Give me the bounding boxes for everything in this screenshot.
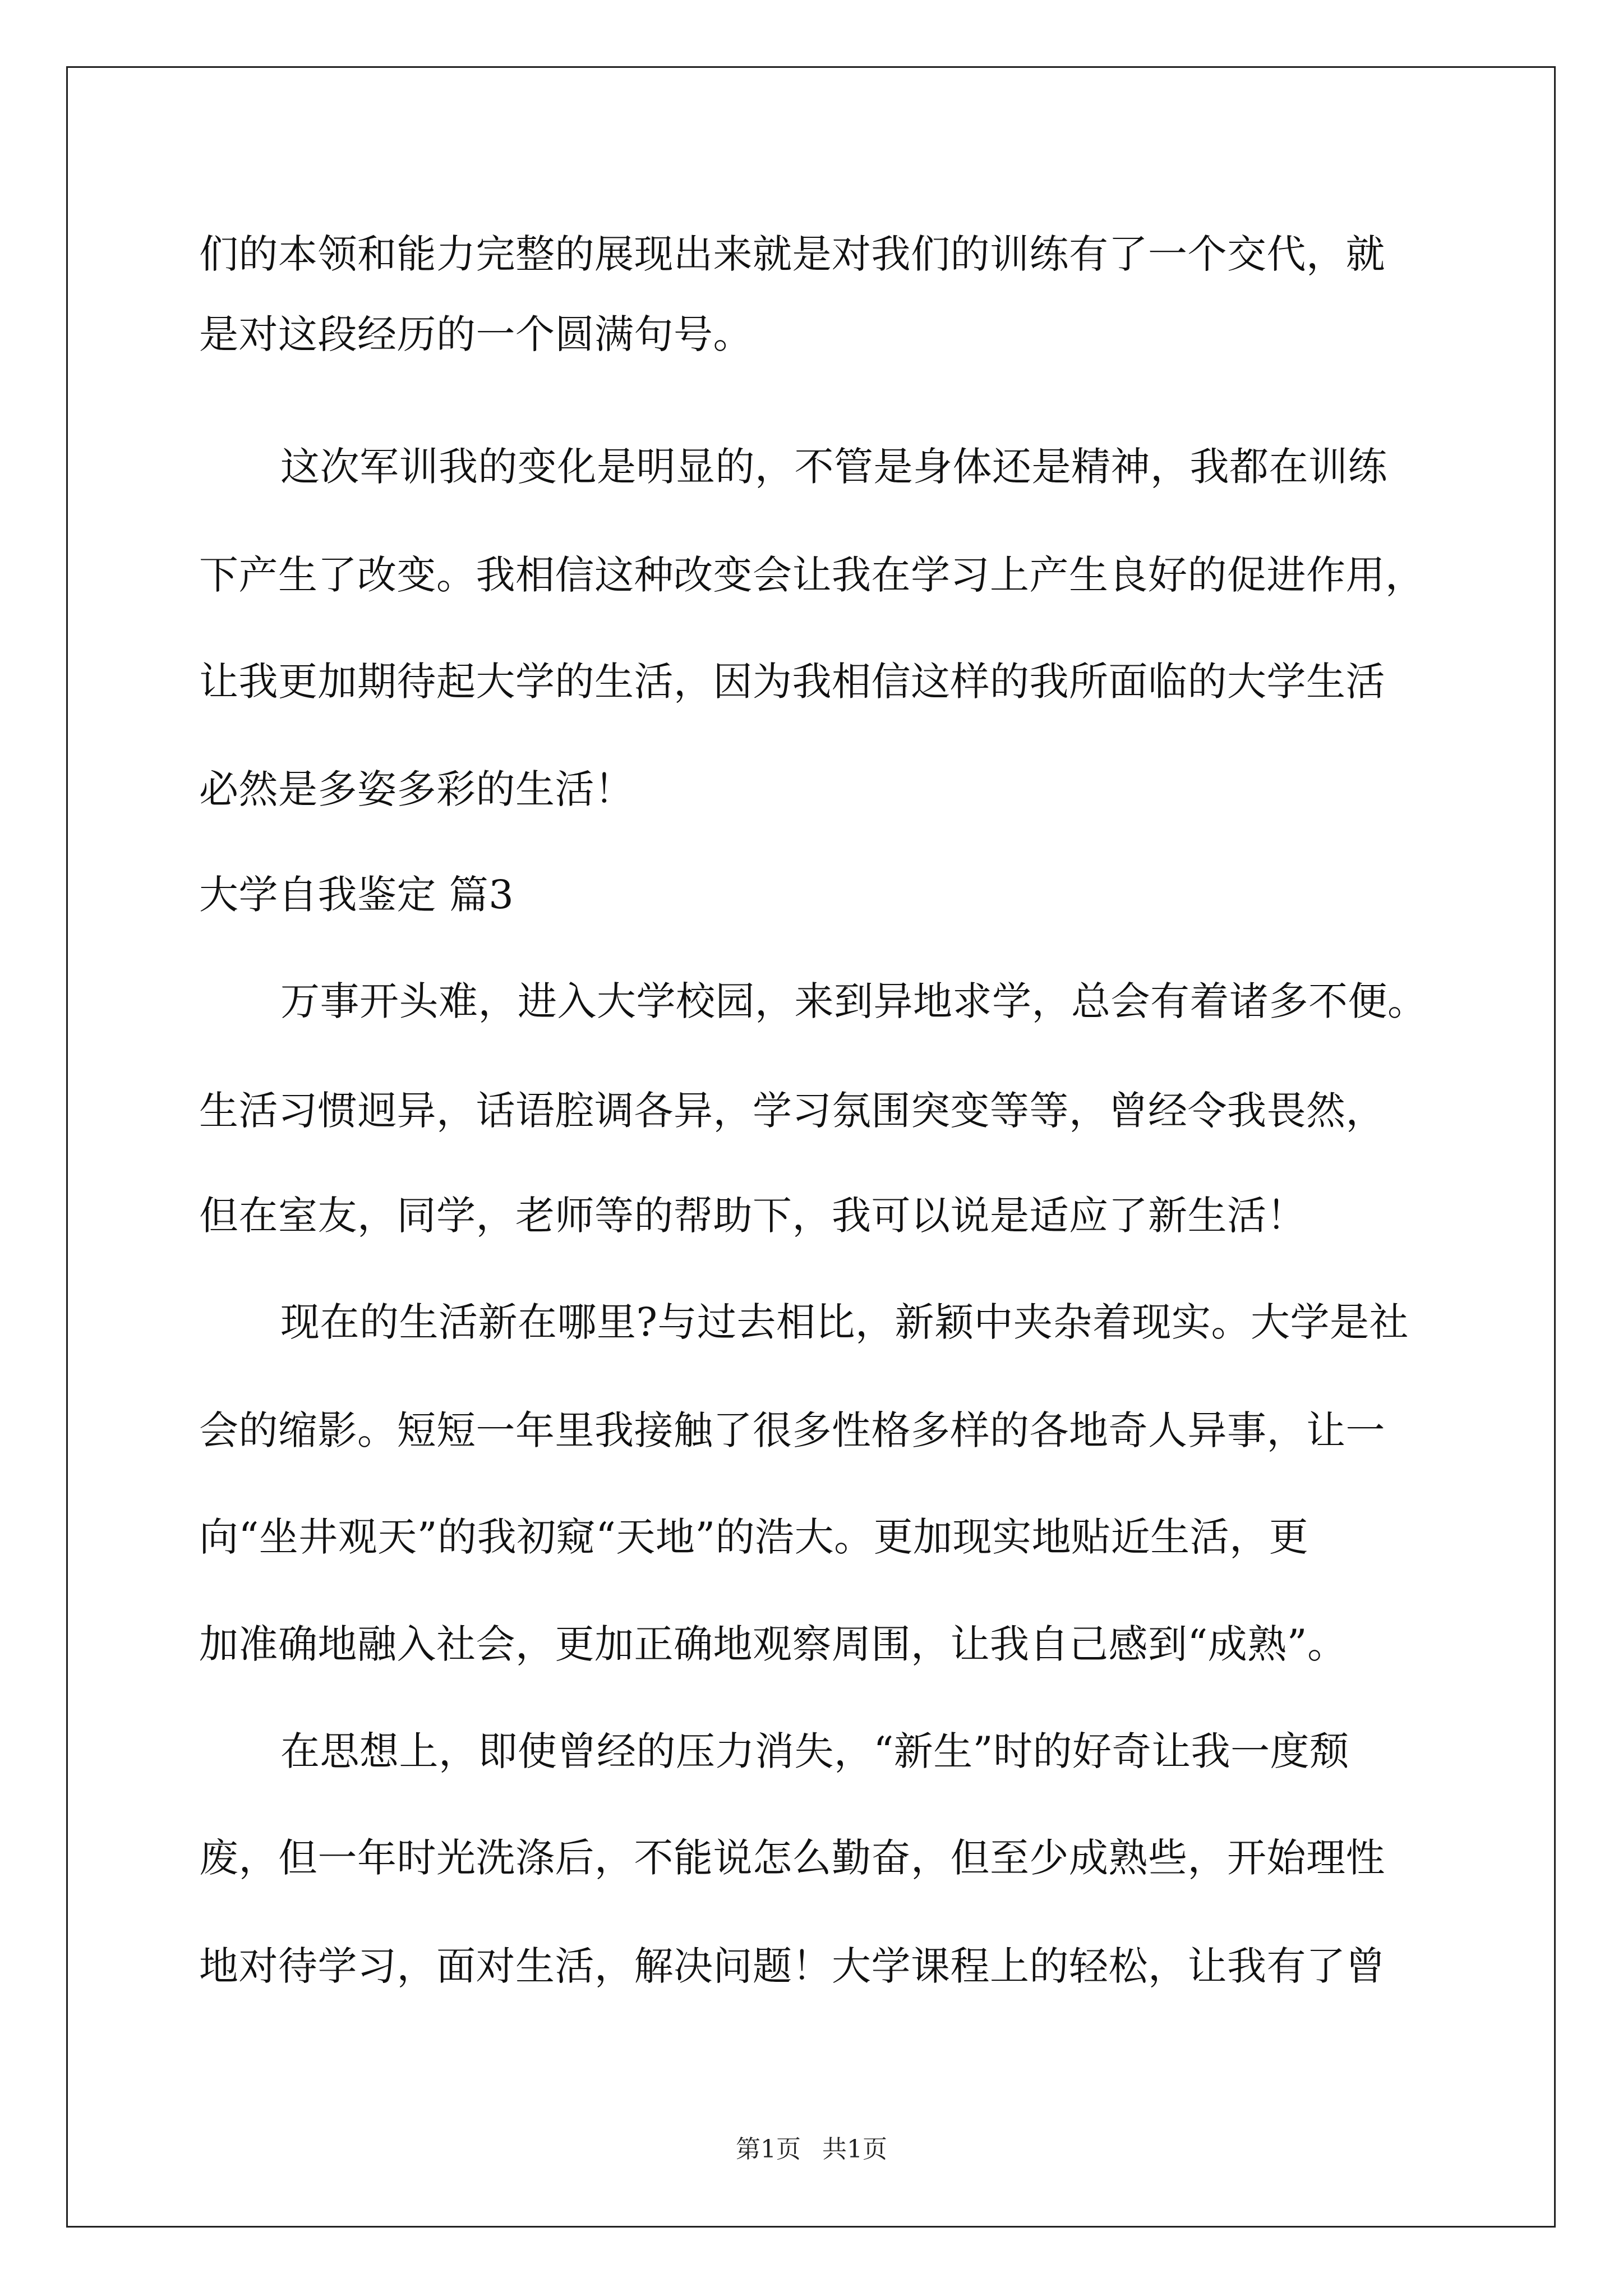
paragraph-line: 让我更加期待起大学的生活，因为我相信这样的我所面临的大学生活: [199, 659, 1385, 705]
paragraph-line: 是对这段经历的一个圆满句号。: [199, 311, 753, 357]
page-number: 第1页: [736, 2135, 801, 2164]
paragraph-line: 们的本领和能力完整的展现出来就是对我们的训练有了一个交代，就: [199, 231, 1385, 277]
section-heading: 大学自我鉴定 篇3: [199, 872, 514, 918]
paragraph-line: 万事开头难，进入大学校园，来到异地求学，总会有着诸多不便。: [280, 978, 1427, 1024]
paragraph-line: 但在室友，同学，老师等的帮助下，我可以说是适应了新生活！: [199, 1193, 1306, 1239]
page-footer: [0, 2137, 1623, 2162]
paragraph-line: 这次军训我的变化是明显的，不管是身体还是精神，我都在训练: [280, 444, 1387, 490]
page-border: [66, 66, 1556, 2228]
paragraph-line: 加准确地融入社会，更加正确地观察周围，让我自己感到“成熟”。: [199, 1621, 1347, 1667]
paragraph-line: 现在的生活新在哪里?与过去相比，新颖中夹杂着现实。大学是社: [280, 1299, 1409, 1345]
paragraph-line: 废，但一年时光洗涤后，不能说怎么勤奋，但至少成熟些，开始理性: [199, 1835, 1385, 1881]
paragraph-line: 地对待学习，面对生活，解决问题！大学课程上的轻松，让我有了曾: [199, 1943, 1385, 1989]
paragraph-line: 下产生了改变。我相信这种改变会让我在学习上产生良好的促进作用，: [199, 552, 1425, 598]
paragraph-line: 在思想上，即使曾经的压力消失，“新生”时的好奇让我一度颓: [280, 1728, 1349, 1774]
paragraph-line: 会的缩影。短短一年里我接触了很多性格多样的各地奇人异事，让一: [199, 1407, 1385, 1453]
paragraph-line: 向“坐井观天”的我初窥“天地”的浩大。更加现实地贴近生活，更: [199, 1514, 1309, 1560]
page-total: 共1页: [822, 2135, 887, 2164]
paragraph-line: 生活习惯迥异，话语腔调各异，学习氛围突变等等，曾经令我畏然，: [199, 1088, 1385, 1134]
paragraph-line: 必然是多姿多彩的生活！: [199, 766, 634, 812]
